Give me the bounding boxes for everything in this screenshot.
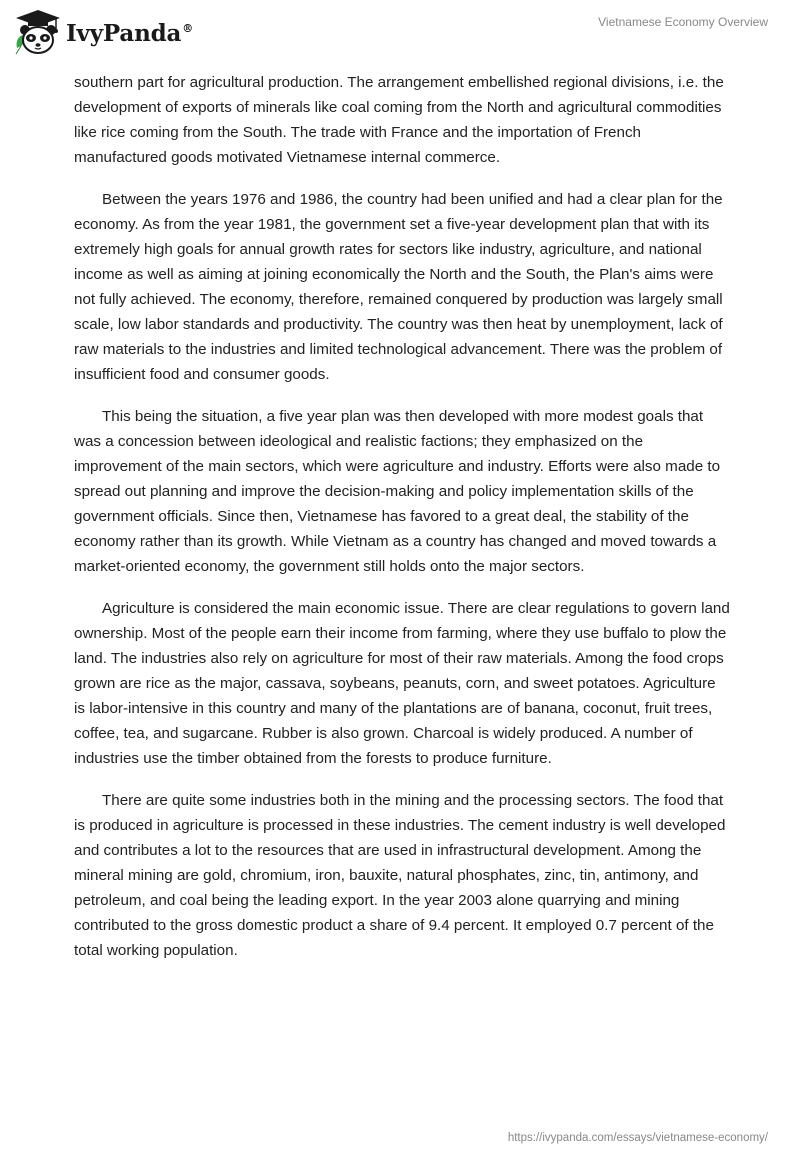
- paragraph: southern part for agricultural production. The arrangement embellished regional divisions, i.e. the development of exports of minerals like coal coming from the North and agricultural commodities like rice coming from the South. The trade with France and the importation of French manufactured goods motivated Vietnamese internal commerce.: [74, 74, 724, 166]
- essay-body: [74, 70, 730, 980]
- source-url[interactable]: https://ivypanda.com/essays/vietnamese-economy/: [507, 1132, 768, 1144]
- document-title: Vietnamese Economy Overview: [598, 15, 768, 29]
- paragraph: There are quite some industries both in the mining and the processing sectors. The food that is produced in agriculture is processed in these industries. The cement industry is well developed and contributes a lot to the resources that are used in infrastructural development. Among the mineral mining are gold, chromium, iron, bauxite, natural phosphates, zinc, tin, antimony, and petroleum, and coal being the leading export. In the year 2003 alone quarrying and mining contributed to the gross domestic product a share of 9.4 percent. It employed 0.7 percent of the total working population.: [74, 792, 726, 959]
- paragraph: Agriculture is considered the main economic issue. There are clear regulations to govern land ownership. Most of the people earn their income from farming, where they use buffalo to plow the land. The industries also rely on agriculture for most of their raw materials. Among the food crops grown are rice as the major, cassava, soybeans, peanuts, corn, and sweet potatoes. Agriculture is labor-intensive in this country and many of the plantations are of banana, coconut, fruit trees, coffee, tea, and sugarcane. Rubber is also grown. Charcoal is widely produced. A number of industries use the timber obtained from the forests to produce furniture.: [74, 600, 730, 767]
- paragraph: Between the years 1976 and 1986, the country had been unified and had a clear plan for the economy. As from the year 1981, the government set a five-year development plan that with its extremely high goals for annual growth rates for sectors like industry, agriculture, and national income as well as aiming at joining economically the North and the South, the Plan's aims were not fully achieved. The economy, therefore, remained conquered by production was largely small scale, low labor standards and productivity. The country was then heat by unemployment, lack of raw materials to the industries and limited technological advancement. There was the problem of insufficient food and consumer goods.: [74, 191, 723, 383]
- page-header: [0, 0, 800, 70]
- paragraph: This being the situation, a five year plan was then developed with more modest goals that was a concession between ideological and realistic factions; they emphasized on the improvement of the main sectors, which were agriculture and industry. Efforts were also made to spread out planning and improve the decision-making and policy implementation skills of the government officials. Since then, Vietnamese has favored to a great deal, the stability of the economy rather than its growth. While Vietnam as a country has changed and moved towards a market-oriented economy, the government still holds onto the major sectors.: [74, 408, 721, 575]
- panda-graduate-icon: [14, 8, 62, 58]
- brand-name: IvyPanda®: [66, 19, 193, 47]
- ivypanda-logo[interactable]: [14, 8, 193, 58]
